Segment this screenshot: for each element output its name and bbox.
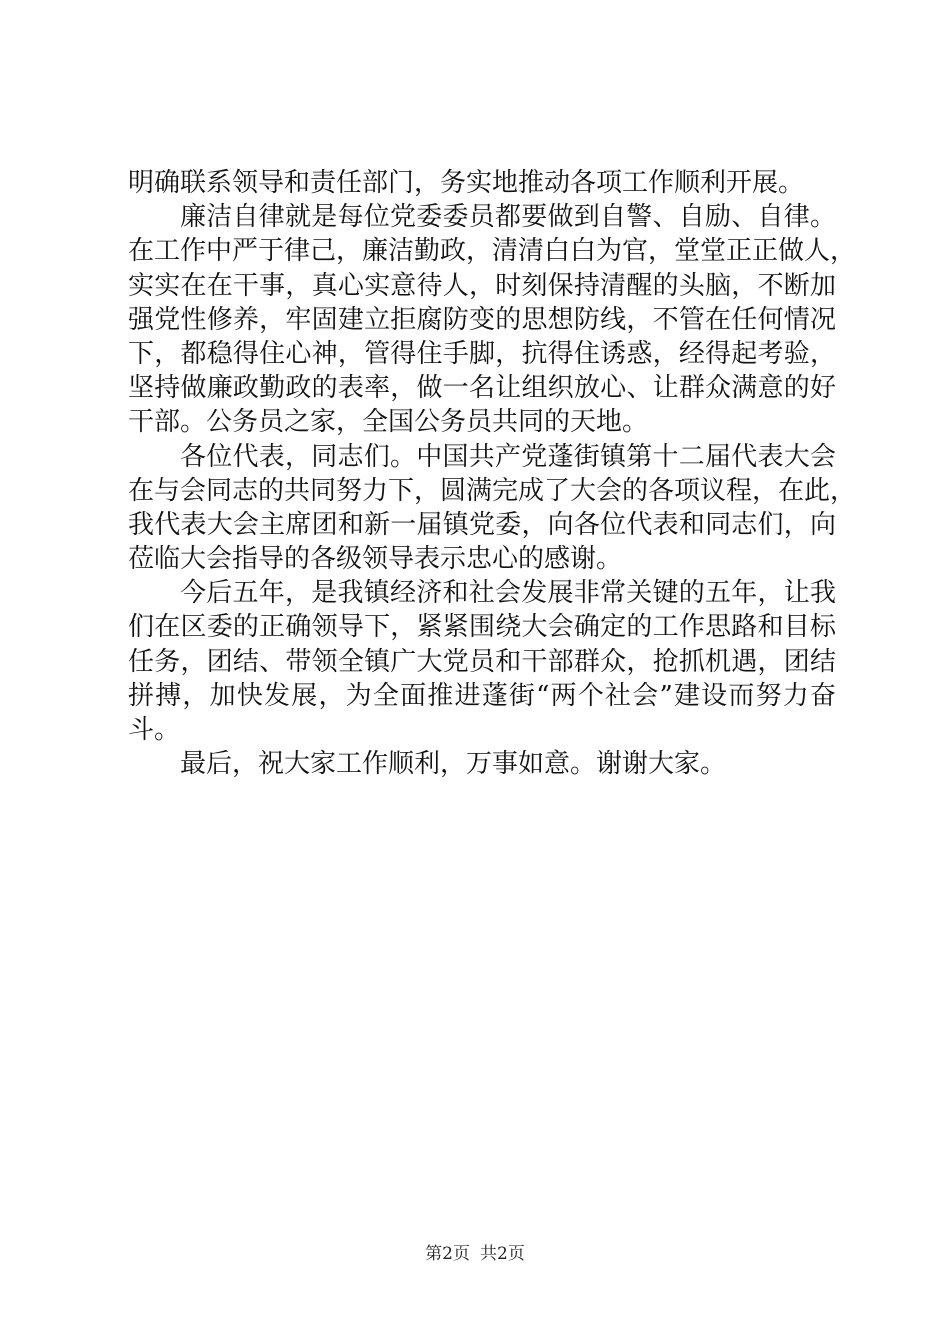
text-line: 莅临大会指导的各级领导表示忠心的感谢。 <box>128 544 623 575</box>
text-line: 任务，团结、带领全镇广大党员和干部群众，抢抓机遇，团结 <box>128 646 836 677</box>
text-line: 们在区委的正确领导下，紧紧围绕大会确定的工作思路和目标 <box>128 612 836 643</box>
text-line: 强党性修养，牢固建立拒腐防变的思想防线，不管在任何情况 <box>128 304 836 335</box>
text-line: 下，都稳得住心神，管得住手脚，抗得住诱惑，经得起考验， <box>128 338 836 369</box>
page-footer <box>0 1242 950 1266</box>
text-line: 在与会同志的共同努力下，圆满完成了大会的各项议程，在此， <box>128 475 857 506</box>
text-line: 拼搏，加快发展，为全面推进蓬街“两个社会”建设而努力奋 <box>128 680 836 711</box>
text-line: 今后五年，是我镇经济和社会发展非常关键的五年，让我 <box>180 578 836 609</box>
text-line: 明确联系领导和责任部门，务实地推动各项工作顺利开展。 <box>128 168 805 198</box>
text-line: 干部。公务员之家，全国公务员共同的天地。 <box>128 407 649 438</box>
document-body <box>128 166 857 781</box>
text-line: 廉洁自律就是每位党委委员都要做到自警、自励、自律。 <box>180 202 836 233</box>
text-line: 坚持做廉政勤政的表率，做一名让组织放心、让群众满意的好 <box>128 373 836 404</box>
page-total: 共2页 <box>480 1244 525 1264</box>
text-line: 我代表大会主席团和新一届镇党委，向各位代表和同志们，向 <box>128 509 836 540</box>
text-line: 斗。 <box>128 715 181 745</box>
text-line: 实实在在干事，真心实意待人，时刻保持清醒的头脑，不断加 <box>128 270 836 301</box>
text-line: 在工作中严于律己，廉洁勤政，清清白白为官，堂堂正正做人， <box>128 236 857 267</box>
text-line: 最后，祝大家工作顺利，万事如意。谢谢大家。 <box>180 749 727 780</box>
text-line: 各位代表，同志们。中国共产党蓬街镇第十二届代表大会 <box>180 441 836 472</box>
page-number: 第2页 <box>425 1244 470 1264</box>
